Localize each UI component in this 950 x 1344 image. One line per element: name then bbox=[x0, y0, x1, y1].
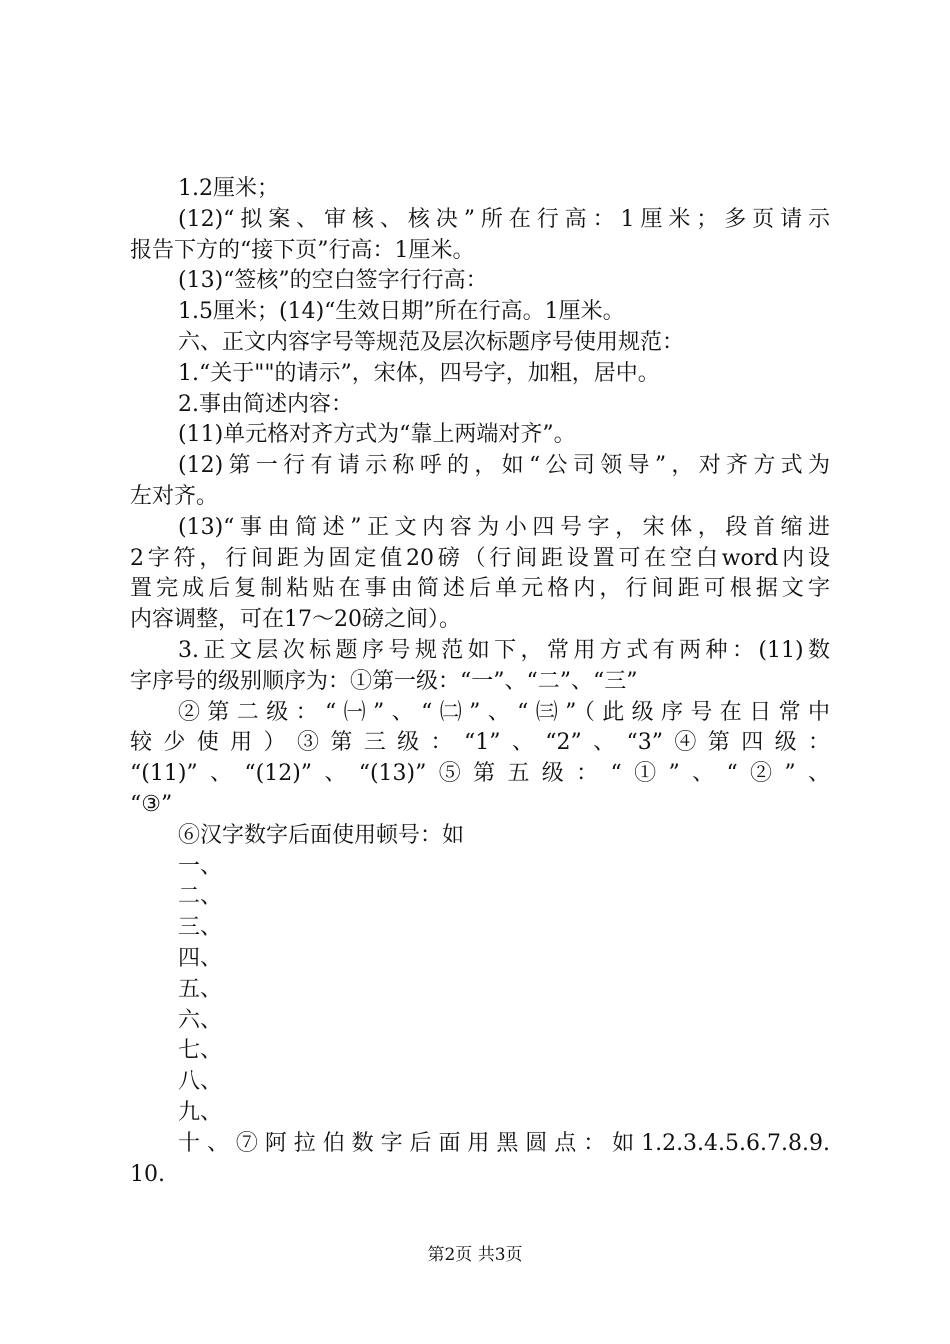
text-line: 十、⑦阿拉伯数字后面用黑圆点：如1.2.3.4.5.6.7.8.9. bbox=[178, 1130, 830, 1156]
text-line: 报告下方的“接下页”行高：1厘米。 bbox=[130, 237, 475, 263]
text-line: 左对齐。 bbox=[130, 483, 219, 509]
text-line: 内容调整，可在17～20磅之间）。 bbox=[130, 607, 461, 633]
text-line: ⑥汉字数字后面使用顿号：如 bbox=[178, 822, 465, 848]
text-line: (13)“事由简述”正文内容为小四号字，宋体，段首缩进 bbox=[178, 514, 830, 540]
text-line: 一、 bbox=[178, 853, 223, 879]
text-line: 较少使用）③第三级：“1”、“2”、“3”④第四级： bbox=[130, 730, 830, 756]
text-line: “(11)”、“(12)”、“(13)”⑤第五级：“①”、“②”、 bbox=[130, 761, 830, 787]
document-body bbox=[130, 174, 830, 1190]
text-line: 1.5厘米；(14)“生效日期”所在行高。1厘米。 bbox=[178, 299, 625, 325]
text-line: 2.事由简述内容： bbox=[178, 391, 353, 417]
text-line: 七、 bbox=[178, 1038, 223, 1064]
text-line: 三、 bbox=[178, 915, 223, 941]
text-line: 字序号的级别顺序为：①第一级：“一”、“二”、“三” bbox=[130, 668, 638, 694]
text-line: 二、 bbox=[178, 884, 223, 910]
text-line: 六、 bbox=[178, 1007, 223, 1033]
page-number-footer: 第2页 共3页 bbox=[427, 1245, 523, 1265]
text-line: 置完成后复制粘贴在事由简述后单元格内，行间距可根据文字 bbox=[130, 576, 830, 602]
text-line: 四、 bbox=[178, 945, 223, 971]
text-line: (12)第一行有请示称呼的，如“公司领导”，对齐方式为 bbox=[178, 453, 830, 479]
text-line: 六、正文内容字号等规范及层次标题序号使用规范： bbox=[178, 329, 685, 355]
text-line: 八、 bbox=[178, 1069, 223, 1095]
text-line: “③” bbox=[130, 791, 173, 817]
text-line: 1.2厘米； bbox=[178, 176, 279, 201]
text-line: 九、 bbox=[178, 1099, 223, 1125]
text-line: (13)“签核”的空白签字行行高： bbox=[178, 268, 488, 294]
text-line: 10. bbox=[130, 1161, 165, 1187]
text-line: ②第二级：“㈠”、“㈡”、“㈢”（此级序号在日常中 bbox=[178, 699, 830, 725]
text-line: (11)单元格对齐方式为“靠上两端对齐”。 bbox=[178, 422, 576, 448]
text-line: 3.正文层次标题序号规范如下，常用方式有两种：(11)数 bbox=[178, 637, 830, 663]
text-line: 1.“关于""的请示”，宋体，四号字，加粗，居中。 bbox=[178, 360, 660, 386]
text-line: 五、 bbox=[178, 976, 223, 1002]
text-line: (12)“拟案、审核、核决”所在行高：1厘米；多页请示 bbox=[178, 206, 830, 232]
text-line: 2字符，行间距为固定值20磅（行间距设置可在空白word内设 bbox=[130, 545, 830, 571]
